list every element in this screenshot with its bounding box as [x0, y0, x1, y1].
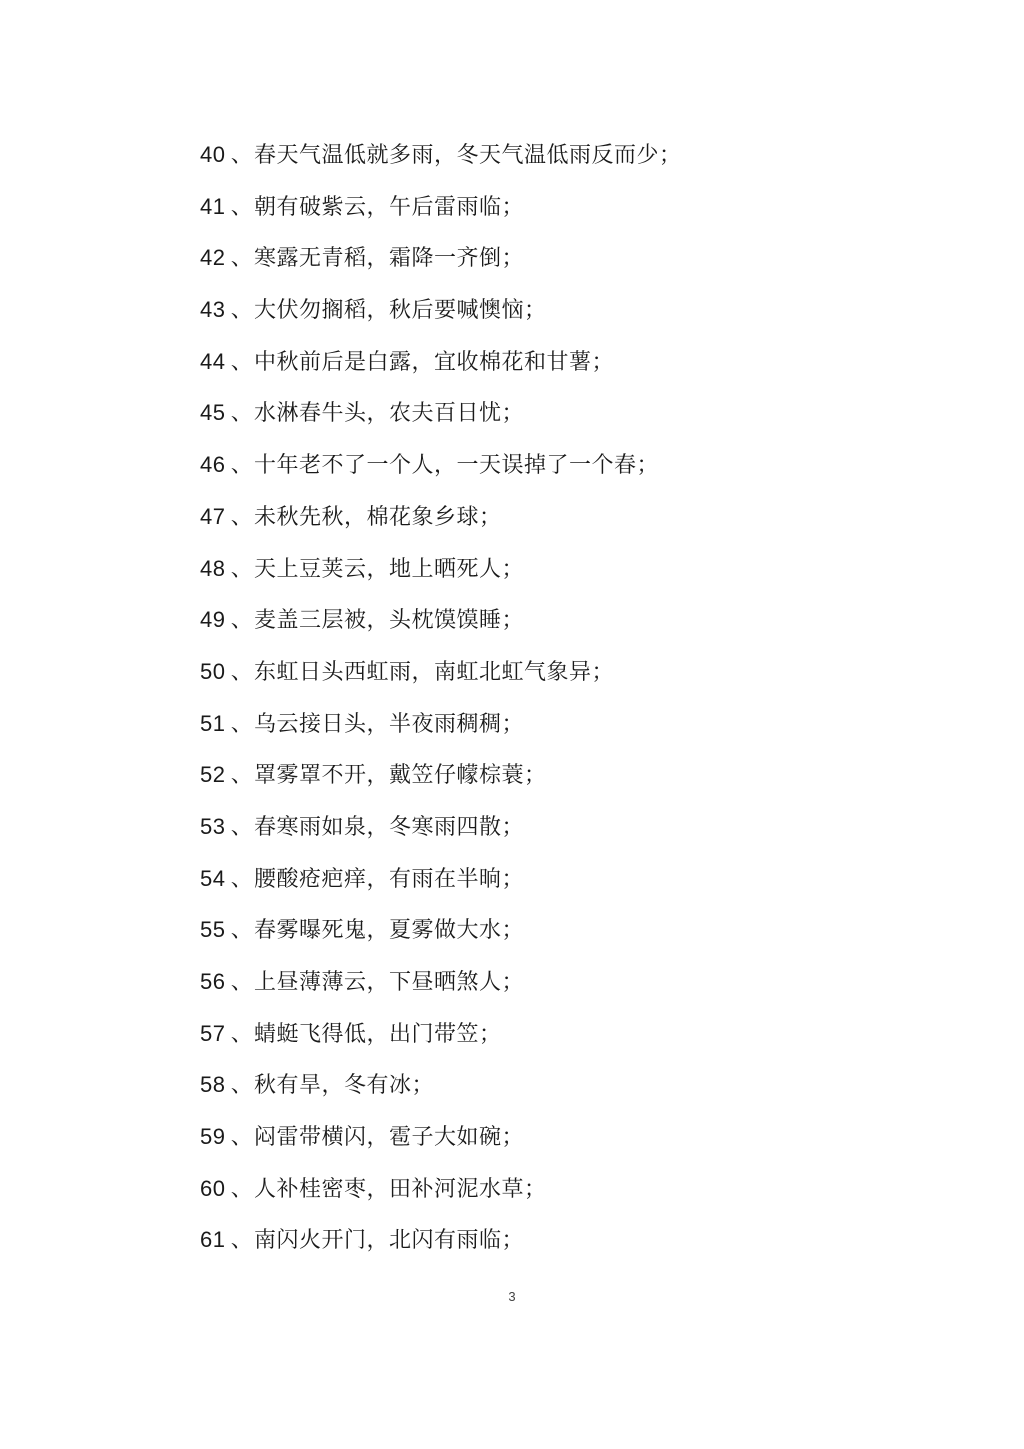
proverb-list	[200, 135, 682, 1272]
proverb-number: 51	[200, 710, 226, 736]
list-separator: 、	[230, 504, 254, 530]
proverb-line	[200, 342, 682, 394]
proverb-text: 春天气温低就多雨，冬天气温低雨反而少；	[254, 143, 682, 168]
proverb-number: 42	[200, 245, 226, 271]
proverb-line	[200, 807, 682, 859]
proverb-number: 56	[200, 969, 226, 994]
list-separator: 、	[230, 401, 254, 427]
proverb-text: 上昼薄薄云，下昼晒煞人；	[254, 970, 525, 995]
page-number: 3	[508, 1289, 516, 1304]
proverb-number: 47	[200, 503, 226, 529]
proverb-text: 罩雾罩不开，戴笠仔幪棕蓑；	[254, 763, 547, 789]
proverb-number: 53	[200, 813, 226, 839]
list-separator: 、	[230, 814, 254, 840]
proverb-number: 59	[200, 1124, 226, 1150]
proverb-line	[200, 445, 682, 497]
list-separator: 、	[230, 298, 254, 324]
proverb-text: 东虹日头西虹雨，南虹北虹气象异；	[254, 659, 615, 685]
proverb-text: 春雾曝死鬼，夏雾做大水；	[254, 918, 525, 944]
proverb-text: 麦盖三层被，头枕馍馍睡；	[254, 608, 525, 634]
proverb-text: 寒露无青稻，霜降一齐倒；	[254, 246, 525, 272]
proverb-text: 春寒雨如泉，冬寒雨四散；	[254, 814, 525, 840]
proverb-number: 45	[200, 400, 226, 426]
proverb-line	[200, 238, 682, 290]
list-separator: 、	[230, 1176, 254, 1202]
proverb-text: 腰酸疮疤痒，有雨在半晌；	[254, 866, 525, 892]
proverb-text: 十年老不了一个人，一天误掉了一个春；	[254, 453, 660, 479]
proverb-text: 朝有破紫云，午后雷雨临；	[254, 194, 525, 220]
proverb-number: 55	[200, 917, 226, 943]
proverb-text: 乌云接日头，半夜雨稠稠；	[254, 711, 525, 737]
proverb-line	[200, 135, 682, 187]
list-separator: 、	[230, 453, 254, 479]
list-separator: 、	[230, 1021, 254, 1047]
proverb-line	[200, 859, 682, 911]
list-separator: 、	[230, 1125, 254, 1151]
proverb-text: 中秋前后是白露，宜收棉花和甘薯；	[254, 349, 615, 375]
proverb-text: 南闪火开门，北闪有雨临；	[254, 1228, 525, 1254]
list-separator: 、	[230, 194, 254, 220]
proverb-line	[200, 704, 682, 756]
list-separator: 、	[230, 246, 254, 272]
proverb-line	[200, 1065, 682, 1117]
list-separator: 、	[230, 349, 254, 375]
proverb-text: 蜻蜓飞得低，出门带笠；	[254, 1021, 502, 1047]
proverb-number: 44	[200, 348, 226, 374]
proverb-number: 60	[200, 1175, 226, 1201]
proverb-number: 58	[200, 1072, 226, 1098]
proverb-text: 天上豆荚云，地上晒死人；	[254, 556, 525, 582]
proverb-line	[200, 549, 682, 601]
proverb-line	[200, 910, 682, 962]
proverb-number: 43	[200, 297, 226, 323]
list-separator: 、	[230, 1073, 254, 1099]
proverb-line	[200, 600, 682, 652]
proverb-line	[200, 187, 682, 239]
list-separator: 、	[230, 866, 254, 892]
list-separator: 、	[230, 1228, 254, 1254]
proverb-line	[200, 962, 682, 1014]
proverb-number: 57	[200, 1020, 226, 1046]
proverb-text: 闷雷带横闪，雹子大如碗；	[254, 1125, 525, 1151]
proverb-number: 46	[200, 452, 226, 478]
proverb-text: 未秋先秋，棉花象乡球；	[254, 504, 502, 530]
proverb-number: 54	[200, 865, 226, 891]
list-separator: 、	[230, 608, 254, 634]
proverb-line	[200, 1169, 682, 1221]
proverb-text: 大伏勿搁稻，秋后要喊懊恼；	[254, 298, 547, 324]
list-separator: 、	[230, 918, 254, 944]
proverb-number: 40	[200, 142, 226, 167]
proverb-line	[200, 1220, 682, 1272]
proverb-line	[200, 290, 682, 342]
proverb-number: 48	[200, 555, 226, 581]
proverb-number: 50	[200, 658, 226, 684]
list-separator: 、	[230, 556, 254, 582]
list-separator: 、	[230, 143, 254, 168]
proverb-line	[200, 497, 682, 549]
list-separator: 、	[230, 659, 254, 685]
proverb-text: 人补桂密枣，田补河泥水草；	[254, 1176, 547, 1202]
proverb-number: 49	[200, 607, 226, 633]
proverb-text: 水淋春牛头，农夫百日忧；	[254, 401, 525, 427]
proverb-line	[200, 1014, 682, 1066]
proverb-line	[200, 393, 682, 445]
list-separator: 、	[230, 763, 254, 789]
proverb-text: 秋有旱，冬有冰；	[254, 1073, 435, 1099]
proverb-line	[200, 755, 682, 807]
proverb-line	[200, 1117, 682, 1169]
proverb-number: 52	[200, 762, 226, 788]
list-separator: 、	[230, 711, 254, 737]
list-separator: 、	[230, 970, 254, 995]
proverb-number: 61	[200, 1227, 226, 1253]
proverb-line	[200, 652, 682, 704]
proverb-number: 41	[200, 193, 226, 219]
